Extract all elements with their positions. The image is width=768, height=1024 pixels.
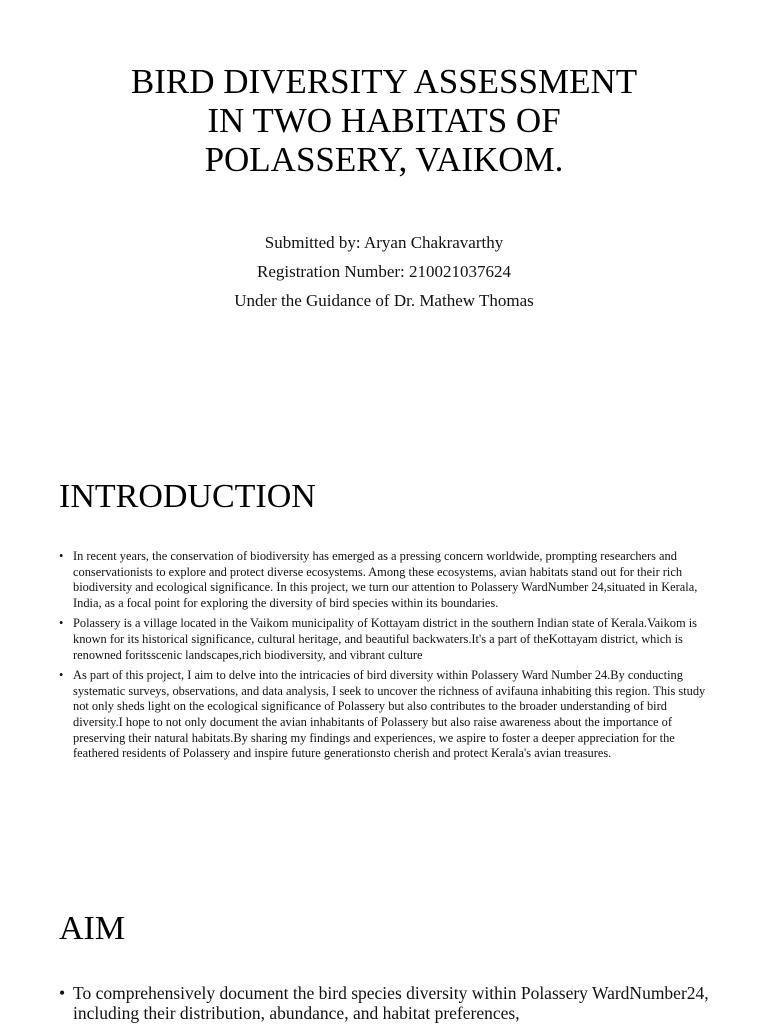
bullet-marker: • xyxy=(59,549,64,563)
introduction-bullet xyxy=(59,549,709,611)
introduction-slide xyxy=(0,440,768,880)
aim-bullet-list xyxy=(59,983,709,1023)
submitted-by: Submitted by: Aryan Chakravarthy xyxy=(264,233,504,252)
aim-bullet xyxy=(59,983,709,1023)
title-line-2: IN TWO HABITATS OF xyxy=(207,101,561,140)
introduction-bullet xyxy=(59,668,709,762)
introduction-paragraph-1: In recent years, the conservation of biodiversity has emerged as a pressing concern worldwide, prompting researchers and conservationists to explore and protect diverse ecosystems. Among these ecosystems, avian habitats stand out for their rich biodiversity and ecological significance. In this project, we turn our attention to Polassery WardNumber 24,situated in Kerala, India, as a focal point for exploring the diversity of bird species within its boundaries. xyxy=(73,549,698,610)
document-title xyxy=(0,62,768,179)
title-line-1: BIRD DIVERSITY ASSESSMENT xyxy=(130,62,638,101)
bullet-marker: • xyxy=(59,983,66,1003)
submission-details xyxy=(0,228,768,315)
bullet-marker: • xyxy=(59,616,64,631)
bullet-marker: • xyxy=(59,668,64,683)
aim-slide xyxy=(0,880,768,1024)
title-slide xyxy=(0,0,768,440)
aim-heading: AIM xyxy=(59,910,126,947)
aim-paragraph-1: To comprehensively document the bird species diversity within Polassery WardNumber24, including their distribution, abundance, and habitat preferences, xyxy=(73,983,709,1023)
introduction-paragraph-2: Polassery is a village located in the Vaikom municipality of Kottayam district in the southern Indian state of Kerala.Vaikom is known for its historical significance, cultural heritage, and beautiful backwaters.It's a part of theKottayam district, which is renowned foritsscenic landscapes,rich biodiversity, and vibrant culture xyxy=(73,616,697,662)
introduction-paragraph-3: As part of this project, I aim to delve into the intricacies of bird diversity within Polassery Ward Number 24.By conducting systematic surveys, observations, and data analysis, I seek to uncover the richness of avifauna inhabiting this region. This study not only sheds light on the ecological significance of Polassery but also contributes to the broader understanding of bird diversity.I hope to not only document the avian inhabitants of Polassery but also raise awareness about the importance of preserving their natural habitats.By sharing my findings and experiences, we aspire to foster a deeper appreciation for the feathered residents of Polassery and inspire future generationsto cherish and protect Kerala's avian treasures. xyxy=(73,668,706,761)
introduction-bullet-list xyxy=(59,549,709,767)
guidance: Under the Guidance of Dr. Mathew Thomas xyxy=(234,291,534,310)
registration-number: Registration Number: 210021037624 xyxy=(256,262,512,281)
introduction-bullet xyxy=(59,616,709,663)
title-line-3: POLASSERY, VAIKOM. xyxy=(204,140,564,179)
introduction-heading: INTRODUCTION xyxy=(59,478,316,515)
